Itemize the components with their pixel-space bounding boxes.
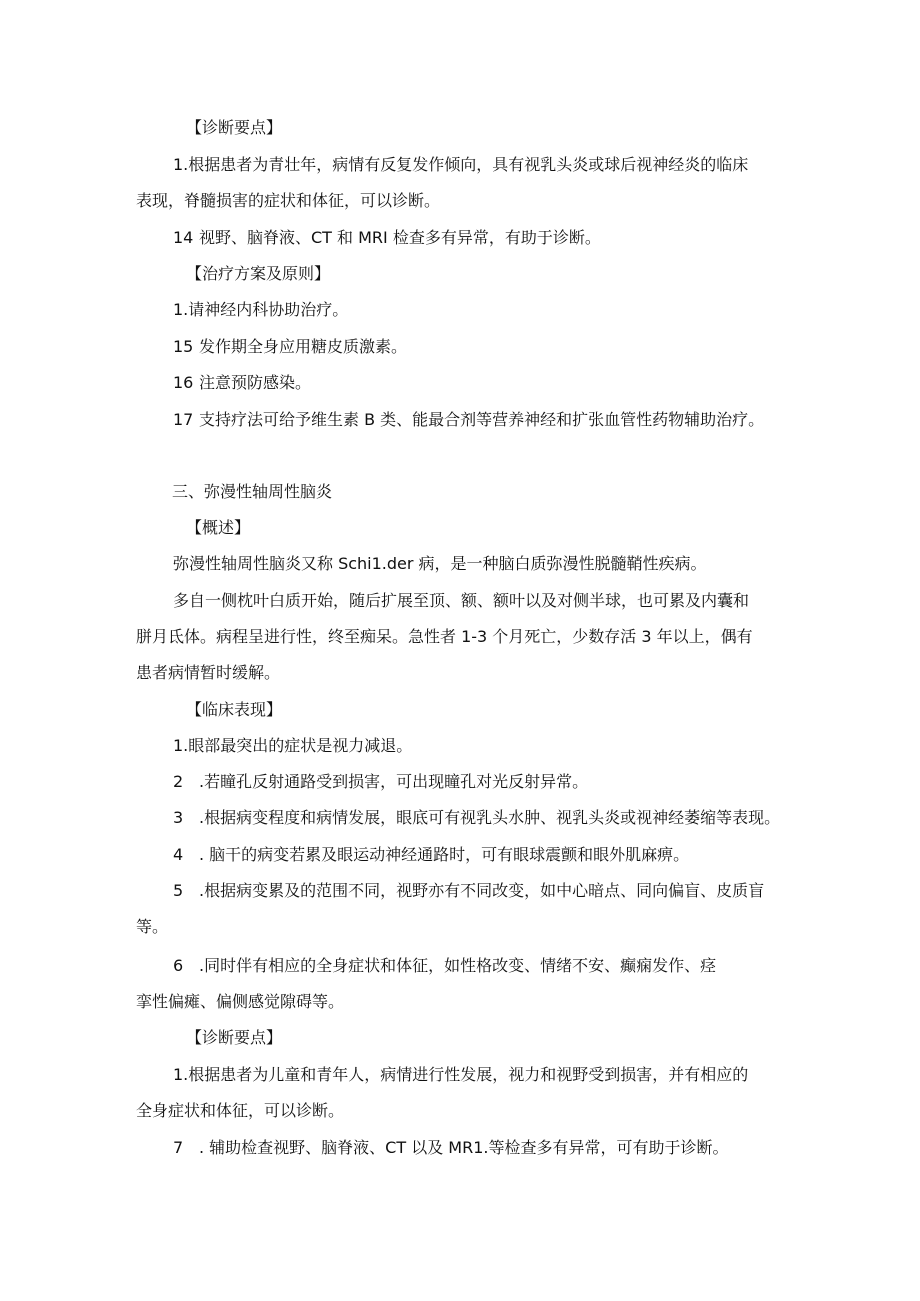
treatment-item-3 [173, 373, 311, 393]
item-text: . 辅助检查视野、脑脊液、CT 以及 MR1.等检查多有异常，可有助于诊断。 [199, 1138, 729, 1157]
item-text: . 脑干的病变若累及眼运动神经通路时，可有眼球震颤和眼外肌麻痹。 [199, 845, 690, 864]
item-text: 发作期全身应用糖皮质激素。 [199, 337, 408, 356]
overview-heading: 【概述】 [186, 518, 251, 537]
treatment-heading: 【治疗方案及原则】 [186, 264, 331, 283]
clinical-item-3 [173, 808, 780, 828]
item-text: 注意预防感染。 [199, 373, 312, 392]
item-text: .同时伴有相应的全身症状和体征，如性格改变、情绪不安、癫痫发作、痉 [199, 956, 717, 975]
item-text: .根据病变程度和病情发展，眼底可有视乳头水肿、视乳头炎或视神经萎缩等表现。 [199, 808, 781, 827]
diagnosis2-item-1-line-1: 1.根据患者为儿童和青年人，病情进行性发展，视力和视野受到损害，并有相应的 [173, 1065, 749, 1084]
item-text: .若瞳孔反射通路受到损害，可出现瞳孔对光反射异常。 [199, 772, 589, 791]
item-text: .根据病变累及的范围不同，视野亦有不同改变，如中心暗点、同向偏盲、皮质盲 [199, 881, 765, 900]
item-number: 17 [173, 410, 194, 429]
diagnosis2-item-2 [173, 1138, 728, 1158]
item-number: 7 [173, 1138, 184, 1157]
diagnosis-item-1-line-2: 表现，脊髓损害的症状和体征，可以诊断。 [136, 191, 441, 210]
diagnosis2-item-1-line-2: 全身症状和体征，可以诊断。 [136, 1101, 345, 1120]
item-number: 4 [173, 845, 184, 864]
clinical-item-6 [173, 956, 716, 976]
clinical-heading: 【临床表现】 [186, 700, 283, 719]
item-number: 3 [173, 808, 184, 827]
diagnosis-item-2 [173, 228, 601, 248]
overview-paragraph-1: 弥漫性轴周性脑炎又称 Schi1.der 病，是一种脑白质弥漫性脱髓鞘性疾病。 [173, 554, 707, 573]
item-number: 15 [173, 337, 194, 356]
treatment-item-2 [173, 337, 407, 357]
item-number: 14 [173, 228, 194, 247]
overview-paragraph-2-line-3: 患者病情暂时缓解。 [136, 663, 281, 682]
item-number: 6 [173, 956, 184, 975]
overview-paragraph-2-line-2: 胼月氐体。病程呈进行性，终至痴呆。急性者 1-3 个月死亡，少数存活 3 年以上，偶有 [136, 627, 753, 646]
treatment-item-1: 1.请神经内科协助治疗。 [173, 300, 349, 319]
item-number: 5 [173, 881, 184, 900]
clinical-item-4 [173, 845, 689, 865]
clinical-item-5-line-2: 等。 [136, 917, 169, 936]
diagnosis-heading: 【诊断要点】 [186, 118, 283, 137]
item-number: 16 [173, 373, 194, 392]
item-text: 支持疗法可给予维生素 B 类、能最合剂等营养神经和扩张血管性药物辅助治疗。 [199, 410, 765, 429]
item-text: 视野、脑脊液、CT 和 MRI 检查多有异常，有助于诊断。 [199, 228, 601, 247]
clinical-item-6-line-2: 挛性偏瘫、偏侧感觉隙碍等。 [136, 992, 345, 1011]
diagnosis-heading-2: 【诊断要点】 [186, 1028, 283, 1047]
clinical-item-2 [173, 772, 588, 792]
clinical-item-5 [173, 881, 764, 901]
diagnosis-item-1-line-1: 1.根据患者为青壮年，病情有反复发作倾向，具有视乳头炎或球后视神经炎的临床 [173, 155, 749, 174]
item-number: 2 [173, 772, 184, 791]
treatment-item-4 [173, 410, 764, 430]
section-title: 三、弥漫性轴周性脑炎 [172, 482, 333, 501]
overview-paragraph-2-line-1: 多自一侧枕叶白质开始，随后扩展至顶、额、额叶以及对侧半球，也可累及内囊和 [173, 591, 750, 610]
clinical-item-1: 1.眼部最突出的症状是视力减退。 [173, 736, 413, 755]
